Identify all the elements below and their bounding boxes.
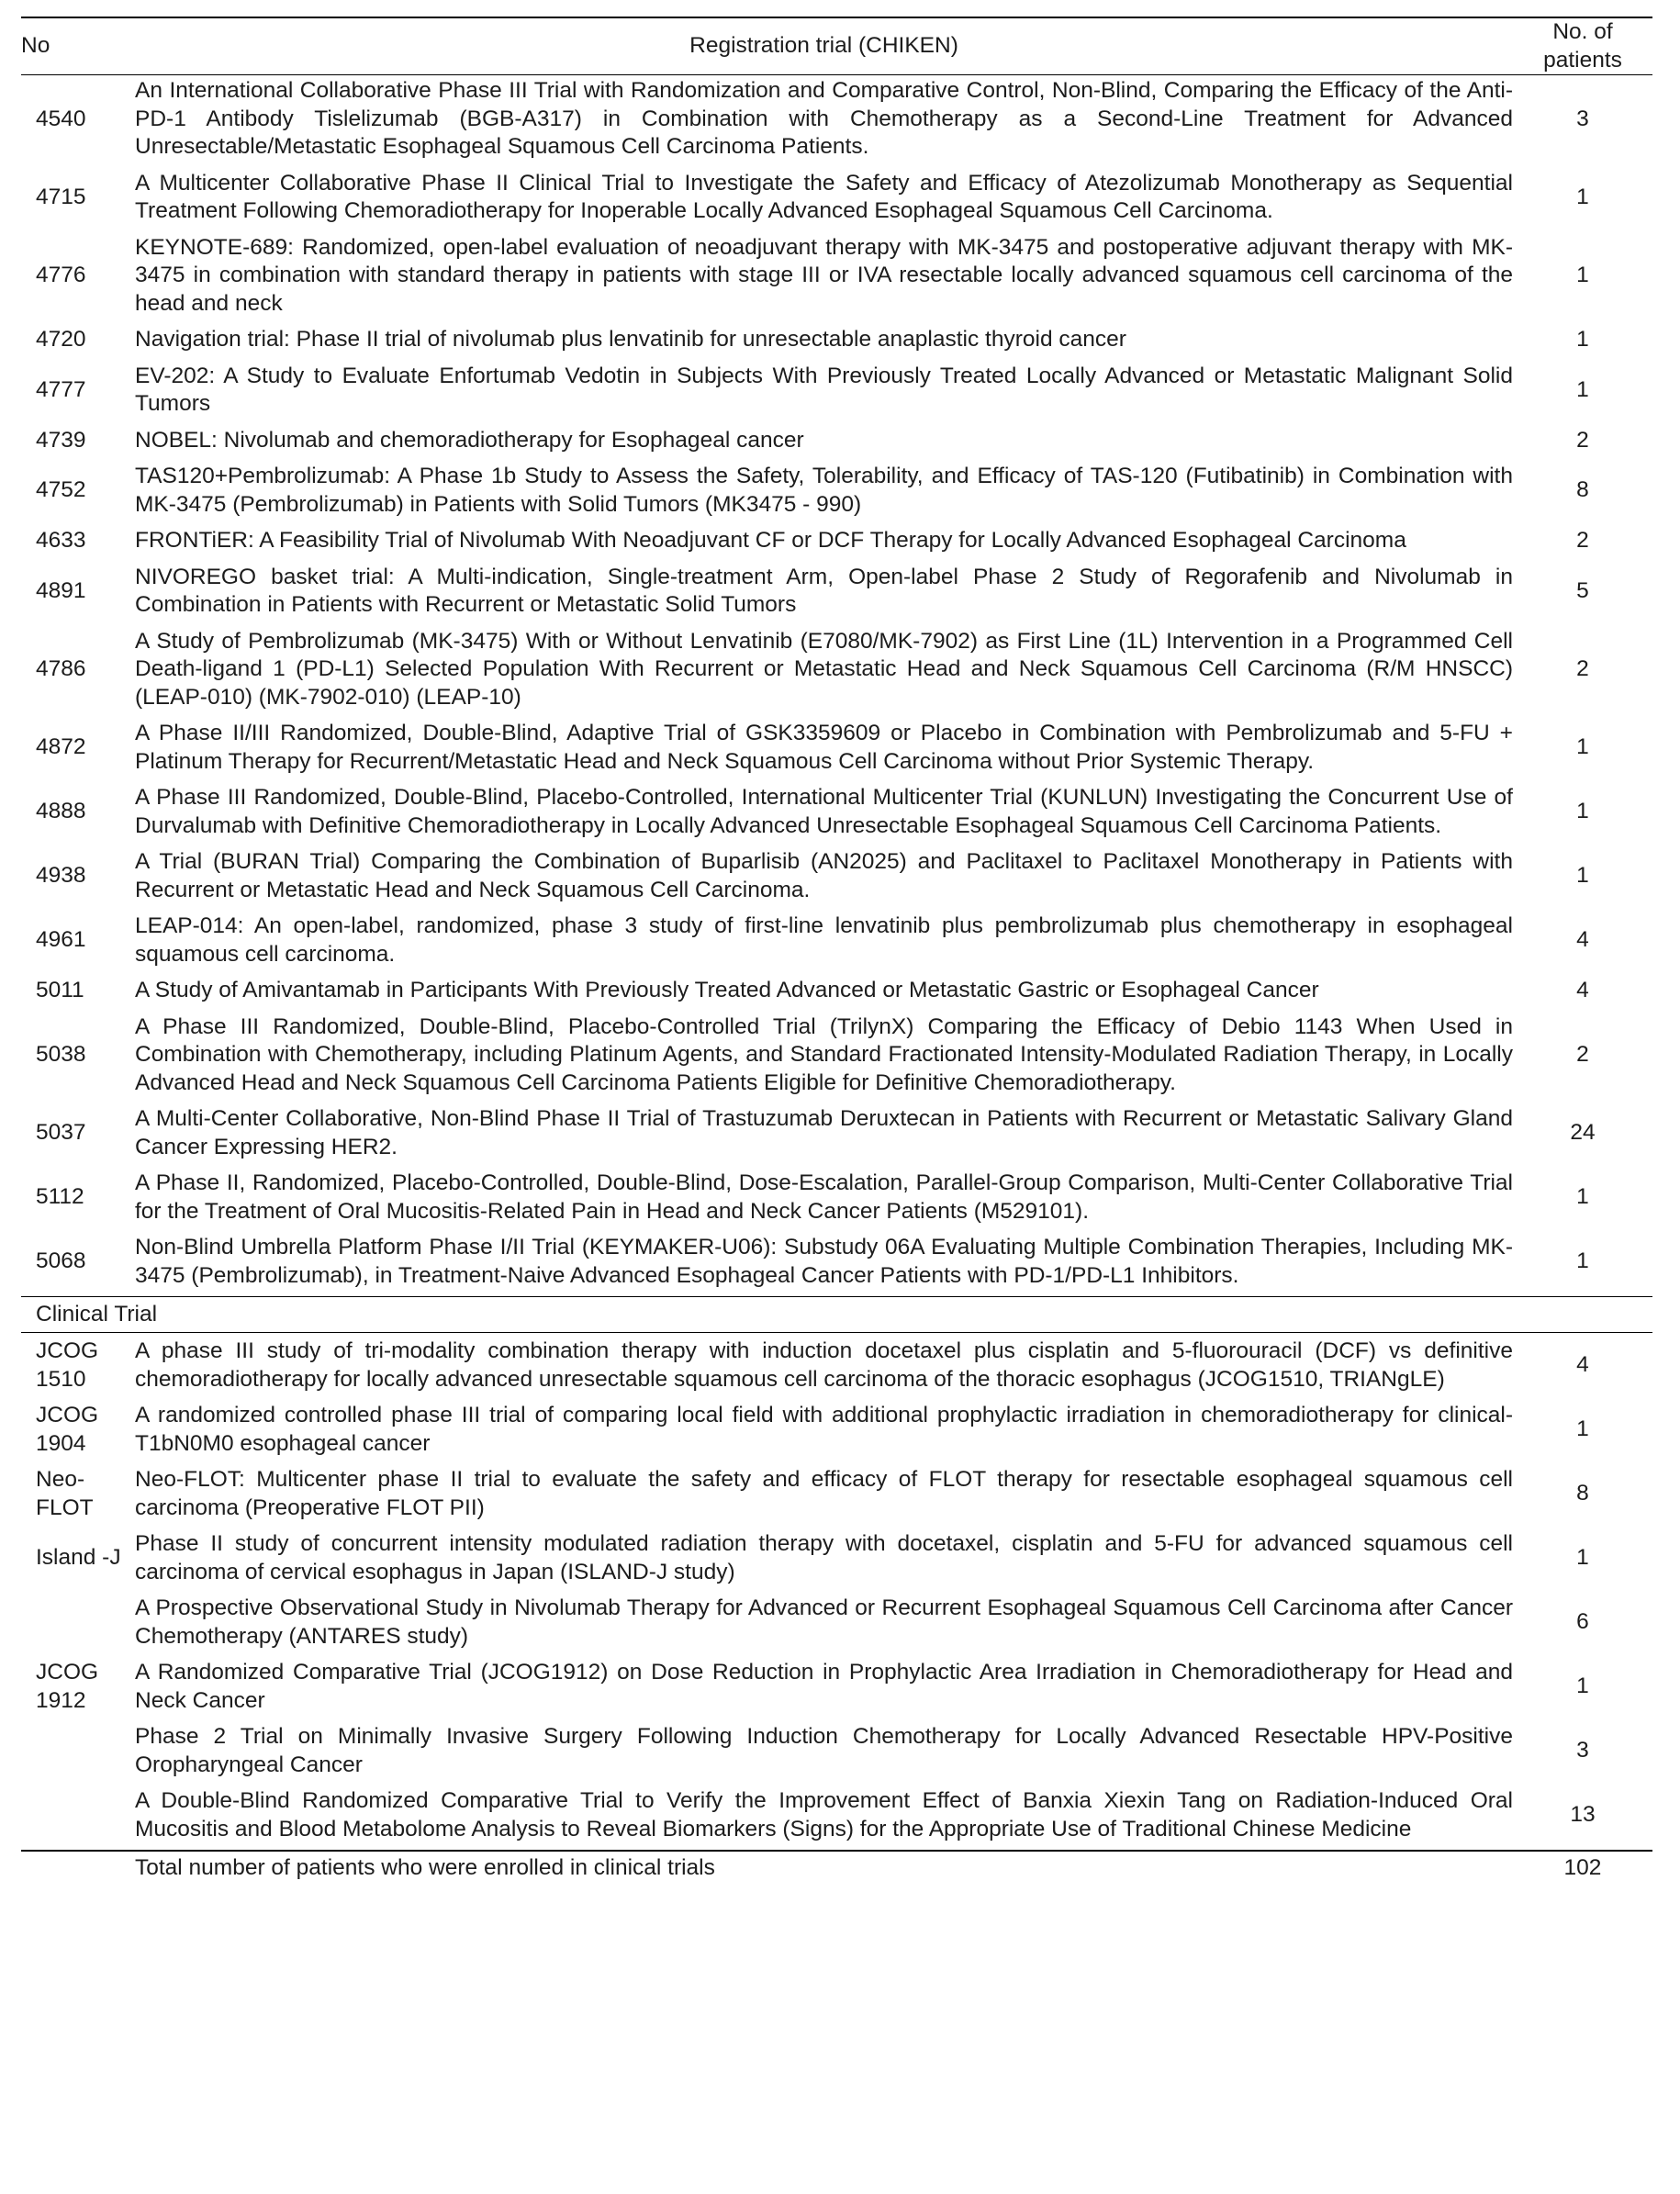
row-no: Island -J xyxy=(36,1545,121,1571)
row-no: 5112 xyxy=(36,1184,84,1210)
table-row xyxy=(21,1464,1652,1528)
row-trial: A Phase III Randomized, Double-Blind, Placebo-Controlled Trial (TrilynX) Comparing the Efficacy of Debio 1143 When Used in Combination with Chemotherapy, including Platinum Agents, and Standard Fractionated Intensity-Modulated Radiation Therapy, in Locally Advanced Head and Neck Squamous Cell Carcinoma Patients Eligible for Definitive Chemoradiotherapy. xyxy=(135,1013,1513,1095)
row-patients: 1 xyxy=(1576,1416,1589,1442)
row-trial: A Prospective Observational Study in Nivolumab Therapy for Advanced or Recurrent Esophageal Squamous Cell Carcinoma after Cancer Chemotherapy (ANTARES study) xyxy=(135,1595,1513,1649)
row-trial: A Study of Pembrolizumab (MK-3475) With or Without Lenvatinib (E7080/MK-7902) as First Line (1L) Intervention in a Programmed Cell Death-ligand 1 (PD-L1) Selected Population With Recurrent or Metastatic Head and Neck Squamous Cell Carcinoma (R/M HNSCC) (LEAP-010) (MK-7902-010) (LEAP-10) xyxy=(135,628,1513,710)
row-patients: 13 xyxy=(1570,1802,1596,1828)
table-row xyxy=(21,782,1652,846)
row-patients: 4 xyxy=(1576,978,1589,1002)
table-row xyxy=(21,461,1652,525)
row-no xyxy=(21,1721,135,1785)
header-row xyxy=(21,17,1652,75)
row-no: 4891 xyxy=(36,577,86,603)
row-trial: Navigation trial: Phase II trial of nivolumab plus lenvatinib for unresectable anaplastic thyroid cancer xyxy=(135,327,1126,352)
row-patients: 3 xyxy=(1576,1738,1589,1763)
row-trial: A randomized controlled phase III trial of comparing local field with additional prophylactic irradiation in chemoradiotherapy for clinical-T1bN0M0 esophageal cancer xyxy=(135,1403,1513,1456)
row-trial: NIVOREGO basket trial: A Multi-indication, Single-treatment Arm, Open-label Phase 2 Study of Regorafenib and Nivolumab in Combination in Patients with Recurrent or Metastatic Solid Tumors xyxy=(135,564,1513,617)
header-patients: No. of patients xyxy=(1513,17,1652,75)
row-trial: Non-Blind Umbrella Platform Phase I/II Trial (KEYMAKER-U06): Substudy 06A Evaluating Multiple Combination Therapies, Including MK-3475 (Pembrolizumab), in Treatment-Naive Advanced Esophageal Cancer Patients with PD-1/PD-L1 Inhibitors. xyxy=(135,1235,1513,1288)
row-patients: 4 xyxy=(1576,927,1589,953)
total-body xyxy=(21,1851,1652,1885)
row-no: 5011 xyxy=(36,978,84,1002)
row-patients: 2 xyxy=(1576,528,1589,553)
row-no: 4786 xyxy=(36,656,86,681)
row-patients: 8 xyxy=(1576,477,1589,503)
row-no: 4633 xyxy=(36,528,86,553)
header-trial: Registration trial (CHIKEN) xyxy=(135,17,1513,75)
row-trial: A Trial (BURAN Trial) Comparing the Combination of Buparlisib (AN2025) and Paclitaxel to Paclitaxel Monotherapy in Patients with Recurrent or Metastatic Head and Neck Squamous Cell Carcinoma. xyxy=(135,849,1513,902)
row-patients: 6 xyxy=(1576,1609,1589,1635)
section-label: Clinical Trial xyxy=(21,1297,1652,1333)
row-no: 4777 xyxy=(36,376,86,402)
row-trial: A Study of Amivantamab in Participants With Previously Treated Advanced or Metastatic Gastric or Esophageal Cancer xyxy=(135,978,1319,1002)
row-no: 4752 xyxy=(36,477,86,503)
row-patients: 1 xyxy=(1576,863,1589,889)
row-no: 5038 xyxy=(36,1042,86,1067)
registration-trials-body xyxy=(21,75,1652,1297)
row-patients: 8 xyxy=(1576,1481,1589,1506)
total-patients: 102 xyxy=(1513,1851,1652,1885)
table-row xyxy=(21,1400,1652,1464)
table-row xyxy=(21,718,1652,782)
row-no xyxy=(21,1593,135,1657)
row-patients: 5 xyxy=(1576,577,1589,603)
row-no: 4715 xyxy=(36,184,86,209)
table-row xyxy=(21,1012,1652,1104)
row-no: JCOG 1912 xyxy=(36,1660,99,1713)
row-trial: FRONTiER: A Feasibility Trial of Nivolumab With Neoadjuvant CF or DCF Therapy for Locally Advanced Esophageal Carcinoma xyxy=(135,528,1406,553)
row-trial: KEYNOTE-689: Randomized, open-label evaluation of neoadjuvant therapy with MK-3475 and postoperative adjuvant therapy with MK-3475 in combination with standard therapy in patients with stage III or IVA resectable locally advanced squamous cell carcinoma of the head and neck xyxy=(135,234,1513,316)
total-label: Total number of patients who were enrolled in clinical trials xyxy=(135,1851,1513,1885)
header-no: No xyxy=(21,17,135,75)
table-row xyxy=(21,232,1652,325)
row-no: 4872 xyxy=(36,734,86,760)
row-no: 4739 xyxy=(36,427,86,453)
row-trial: Phase II study of concurrent intensity modulated radiation therapy with docetaxel, cisplatin and 5-FU for advanced squamous cell carcinoma of cervical esophagus in Japan (ISLAND-J study) xyxy=(135,1531,1513,1584)
row-trial: EV-202: A Study to Evaluate Enfortumab Vedotin in Subjects With Previously Treated Locally Advanced or Metastatic Malignant Solid Tumors xyxy=(135,363,1513,416)
table-row xyxy=(21,1232,1652,1297)
row-patients: 1 xyxy=(1576,1545,1589,1571)
row-no: Neo-FLOT xyxy=(36,1467,94,1520)
table-row xyxy=(21,1657,1652,1721)
table-row xyxy=(21,361,1652,425)
total-row xyxy=(21,1851,1652,1885)
row-trial: NOBEL: Nivolumab and chemoradiotherapy for Esophageal cancer xyxy=(135,427,804,453)
row-trial: A Phase II, Randomized, Placebo-Controlled, Double-Blind, Dose-Escalation, Parallel-Group Comparison, Multi-Center Collaborative Trial for the Treatment of Oral Mucositis-Related Pain in Head and Neck Cancer Patients (M529101). xyxy=(135,1170,1513,1224)
row-no: 5068 xyxy=(36,1248,86,1274)
row-trial: An International Collaborative Phase III Trial with Randomization and Comparative Control, Non-Blind, Comparing the Efficacy of the Anti-PD-1 Antibody Tislelizumab (BGB-A317) in Combination with Chemotherapy as a Second-Line Treatment for Advanced Unresectable/Metastatic Esophageal Squamous Cell Carcinoma Patients. xyxy=(135,78,1513,159)
row-trial: A Phase III Randomized, Double-Blind, Placebo-Controlled, International Multicenter Trial (KUNLUN) Investigating the Concurrent Use of Durvalumab with Definitive Chemoradiotherapy in Locally Advanced Unresectable Esophageal Squamous Cell Carcinoma Patients. xyxy=(135,785,1513,838)
section-header-body xyxy=(21,1297,1652,1333)
table-row xyxy=(21,846,1652,911)
table-row xyxy=(21,1333,1652,1401)
table-row xyxy=(21,525,1652,562)
row-patients: 1 xyxy=(1576,734,1589,760)
row-trial: LEAP-014: An open-label, randomized, phase 3 study of first-line lenvatinib plus pembrolizumab plus chemotherapy in esophageal squamous cell carcinoma. xyxy=(135,913,1513,967)
row-no: 4720 xyxy=(36,327,86,352)
row-no: 4961 xyxy=(36,927,86,953)
row-trial: A Multicenter Collaborative Phase II Clinical Trial to Investigate the Safety and Efficacy of Atezolizumab Monotherapy as Sequential Treatment Following Chemoradiotherapy for Inoperable Locally Advanced Esophageal Squamous Cell Carcinoma. xyxy=(135,170,1513,223)
total-no xyxy=(21,1851,135,1885)
table-row xyxy=(21,562,1652,626)
section-row xyxy=(21,1297,1652,1333)
row-patients: 1 xyxy=(1576,263,1589,287)
row-patients: 2 xyxy=(1576,1042,1589,1067)
row-no: 5037 xyxy=(36,1120,86,1146)
table-row xyxy=(21,75,1652,168)
row-patients: 1 xyxy=(1576,1184,1589,1210)
row-patients: 1 xyxy=(1576,799,1589,824)
row-trial: A Multi-Center Collaborative, Non-Blind Phase II Trial of Trastuzumab Deruxtecan in Patients with Recurrent or Metastatic Salivary Gland Cancer Expressing HER2. xyxy=(135,1106,1513,1159)
row-patients: 1 xyxy=(1576,184,1589,209)
row-trial: Phase 2 Trial on Minimally Invasive Surgery Following Induction Chemotherapy for Locally Advanced Resectable HPV-Positive Oropharyngeal Cancer xyxy=(135,1724,1513,1777)
row-no: 4540 xyxy=(36,106,86,131)
row-patients: 24 xyxy=(1570,1120,1596,1146)
table-row xyxy=(21,1103,1652,1168)
row-trial: A Double-Blind Randomized Comparative Trial to Verify the Improvement Effect of Banxia Xiexin Tang on Radiation-Induced Oral Mucositis and Blood Metabolome Analysis to Reveal Biomarkers (Signs) for the Appropriate Use of Traditional Chinese Medicine xyxy=(135,1788,1513,1841)
table-row xyxy=(21,168,1652,232)
trials-table xyxy=(21,17,1652,1885)
table-row xyxy=(21,1528,1652,1593)
table-row xyxy=(21,1593,1652,1657)
row-trial: A Randomized Comparative Trial (JCOG1912) on Dose Reduction in Prophylactic Area Irradiation in Chemoradiotherapy for Head and Neck Cancer xyxy=(135,1660,1513,1713)
row-no: 4938 xyxy=(36,863,86,889)
row-patients: 2 xyxy=(1576,427,1589,453)
row-trial: A Phase II/III Randomized, Double-Blind, Adaptive Trial of GSK3359609 or Placebo in Combination with Pembrolizumab and 5-FU + Platinum Therapy for Recurrent/Metastatic Head and Neck Squamous Cell Carcinoma without Prior Systemic Therapy. xyxy=(135,721,1513,774)
row-no xyxy=(21,1785,135,1851)
row-patients: 4 xyxy=(1576,1352,1589,1378)
table-row xyxy=(21,324,1652,361)
table-row xyxy=(21,975,1652,1012)
row-no: 4888 xyxy=(36,799,86,824)
row-trial: Neo-FLOT: Multicenter phase II trial to evaluate the safety and efficacy of FLOT therapy for resectable esophageal squamous cell carcinoma (Preoperative FLOT PII) xyxy=(135,1467,1513,1520)
table-row xyxy=(21,1721,1652,1785)
row-patients: 1 xyxy=(1576,327,1589,352)
row-patients: 1 xyxy=(1576,1248,1589,1274)
clinical-trials-body xyxy=(21,1333,1652,1852)
table-row xyxy=(21,626,1652,719)
row-patients: 3 xyxy=(1576,106,1589,131)
table-row xyxy=(21,425,1652,462)
table-row xyxy=(21,911,1652,975)
row-patients: 1 xyxy=(1576,376,1589,402)
row-trial: TAS120+Pembrolizumab: A Phase 1b Study to Assess the Safety, Tolerability, and Efficacy of TAS-120 (Futibatinib) in Combination with MK-3475 (Pembrolizumab) in Patients with Solid Tumors (MK3475 - 990) xyxy=(135,464,1513,517)
row-trial: A phase III study of tri-modality combination therapy with induction docetaxel plus cisplatin and 5-fluorouracil (DCF) vs definitive chemoradiotherapy for locally advanced unresectable squamous cell carcinoma of the thoracic esophagus (JCOG1510, TRIANgLE) xyxy=(135,1338,1513,1392)
row-patients: 2 xyxy=(1576,656,1589,681)
table-row xyxy=(21,1168,1652,1232)
table-row xyxy=(21,1785,1652,1851)
row-no: JCOG 1510 xyxy=(36,1338,99,1392)
row-no: 4776 xyxy=(36,263,86,287)
row-no: JCOG 1904 xyxy=(36,1403,99,1456)
row-patients: 1 xyxy=(1576,1673,1589,1699)
